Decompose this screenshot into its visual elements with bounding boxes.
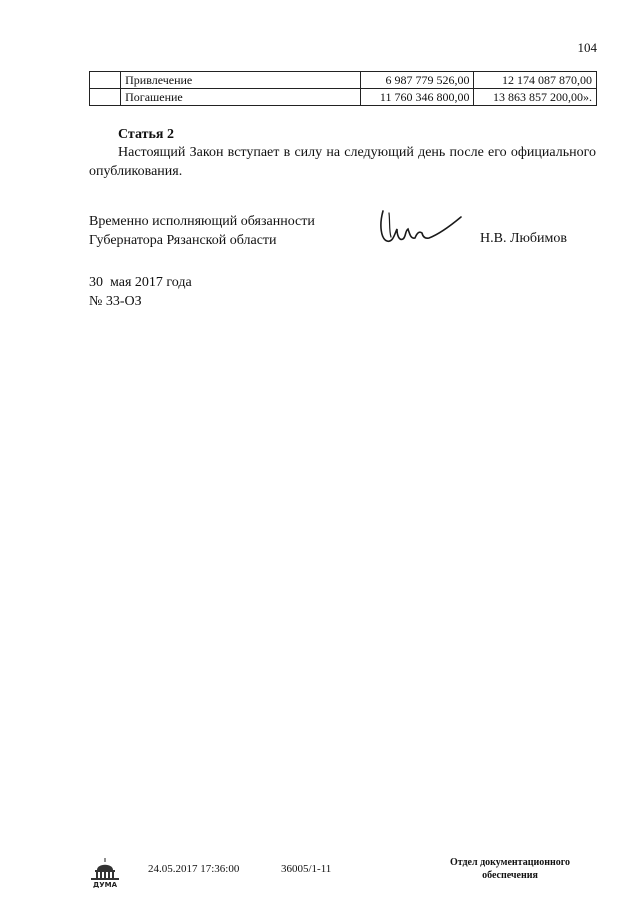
footer-department-line: Отдел документационного — [449, 857, 571, 868]
footer-doc-code: 36005/1-11 — [281, 863, 332, 875]
table-row — [90, 72, 597, 89]
duma-logo-icon — [88, 856, 122, 888]
table-cell-number — [90, 72, 121, 89]
table-cell-value: 13 863 857 200,00». — [474, 89, 597, 106]
signer-name: Н.В. Любимов — [480, 231, 567, 246]
budget-table — [89, 71, 597, 106]
table-cell-label: Привлечение — [121, 72, 361, 89]
footer-timestamp: 24.05.2017 17:36:00 — [148, 863, 240, 875]
table-cell-label: Погашение — [121, 89, 361, 106]
table-cell-value: 11 760 346 800,00 — [361, 89, 474, 106]
signer-title — [89, 212, 315, 250]
article-text: Настоящий Закон вступает в силу на следующий день после его официального опубликования. — [89, 145, 596, 179]
page-number: 104 — [577, 40, 597, 55]
table-cell-value: 6 987 779 526,00 — [361, 72, 474, 89]
law-date: 30 мая 2017 года — [89, 275, 192, 290]
footer-department — [445, 856, 575, 882]
table-row — [90, 89, 597, 106]
table-cell-number — [90, 89, 121, 106]
law-info — [89, 273, 192, 311]
law-number: № 33-ОЗ — [89, 294, 142, 309]
footer-department-line: обеспечения — [482, 870, 538, 881]
signer-title-line: Временно исполняющий обязанности — [89, 214, 315, 229]
signature-image — [375, 205, 475, 250]
signer-title-line: Губернатора Рязанской области — [89, 233, 277, 248]
logo-text: ДУМА — [92, 881, 118, 888]
table-cell-value: 12 174 087 870,00 — [474, 72, 597, 89]
article-title: Статья 2 — [118, 127, 174, 142]
